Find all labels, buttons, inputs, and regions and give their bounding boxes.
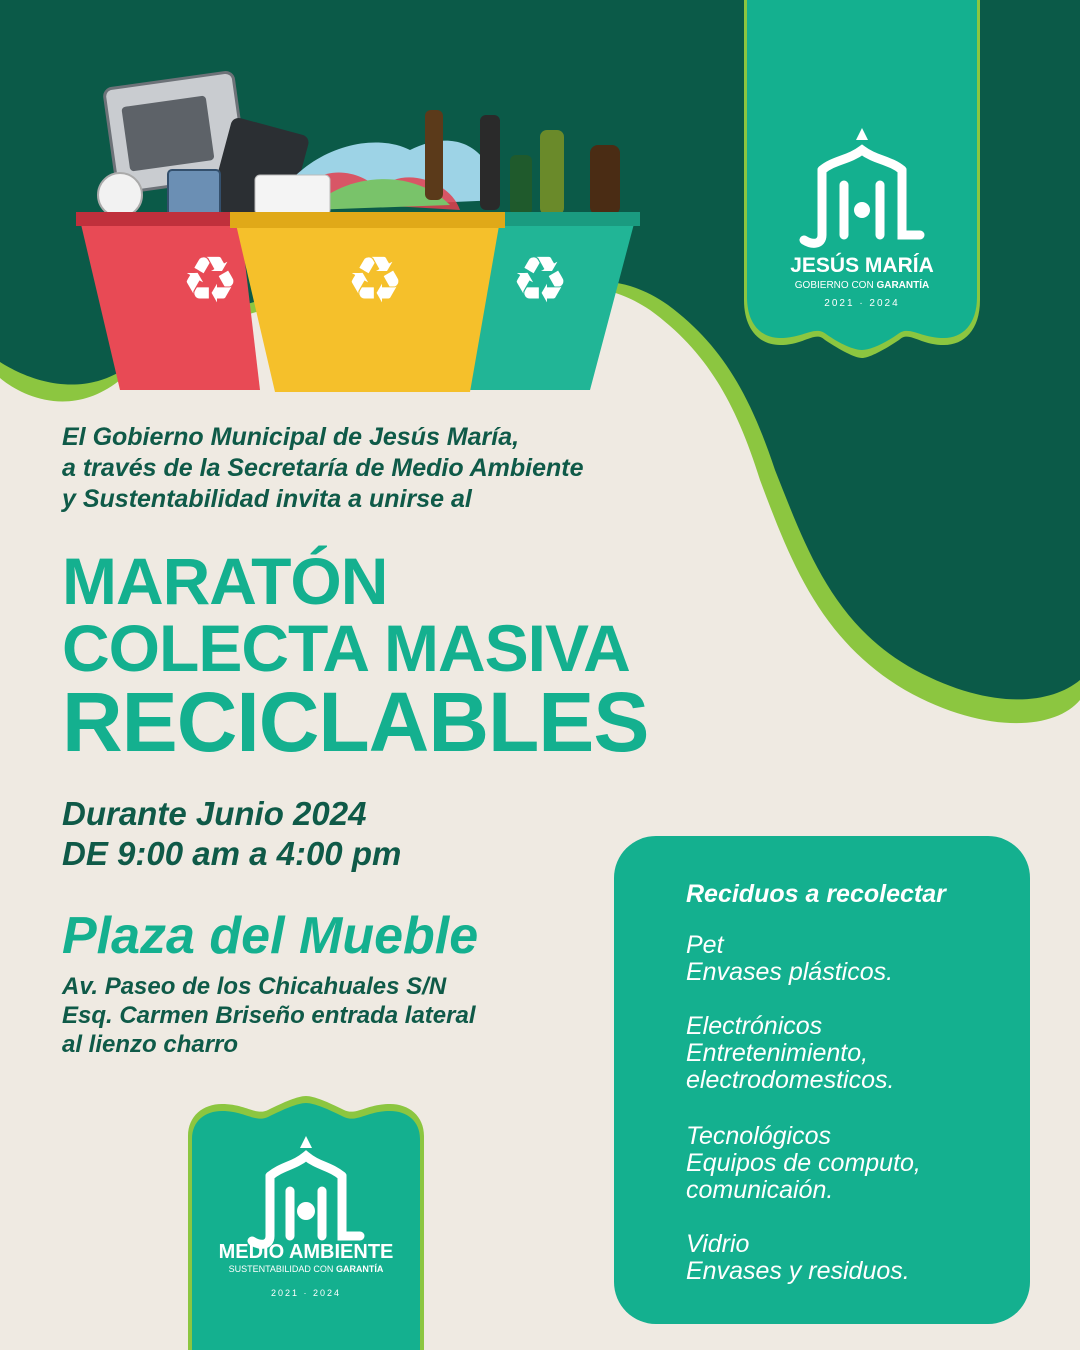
bottom-environment-badge [188, 1096, 424, 1350]
calculator-icon [168, 170, 220, 218]
top-government-badge [744, 0, 980, 360]
badge-name: JESÚS MARÍA [790, 254, 934, 277]
event-schedule [62, 794, 401, 874]
address-line: al lienzo charro [62, 1031, 239, 1058]
waste-types-panel [614, 836, 1030, 1324]
address-line: Av. Paseo de los Chicahuales S/N [62, 973, 447, 1000]
panel-title: Reciduos a recolectar [686, 880, 946, 908]
recycling-bins-illustration [70, 70, 650, 400]
recycle-icon: ♻ [511, 244, 569, 318]
light-bulb-icon [98, 173, 142, 217]
waste-group [686, 1013, 894, 1094]
waste-detail: comunicaión. [686, 1176, 834, 1204]
recycle-icon: ♻ [181, 244, 239, 318]
badge-years: 2021 · 2024 [824, 298, 900, 309]
recycle-icon: ♻ [346, 244, 404, 318]
waste-group [686, 932, 893, 986]
intro-line: a través de la Secretaría de Medio Ambiente [62, 454, 584, 482]
address-line: Esq. Carmen Briseño entrada lateral [62, 1002, 476, 1029]
intro-text [62, 422, 742, 515]
badge-name: MEDIO AMBIENTE [218, 1241, 394, 1263]
intro-line: El Gobierno Municipal de Jesús María, [62, 423, 520, 451]
title-line: RECICLABLES [62, 675, 649, 769]
waste-detail: electrodomesticos. [686, 1066, 895, 1094]
event-title [62, 544, 649, 769]
intro-line: y Sustentabilidad invita a unirse al [62, 485, 472, 513]
waste-group [686, 1231, 910, 1285]
event-period: Durante Junio 2024 [62, 795, 367, 832]
svg-text:GOBIERNO CON GARANTÍA: GOBIERNO CON GARANTÍA [794, 280, 930, 291]
waste-category: Pet [686, 931, 724, 959]
foam-tray [255, 175, 330, 215]
title-line: MARATÓN [62, 544, 388, 618]
location-address [62, 972, 475, 1059]
waste-group [686, 1123, 921, 1204]
waste-detail: Envases plásticos. [686, 958, 894, 986]
svg-text:SUSTENTABILIDAD CON GARANT: SUSTENTABILIDAD CON GARANTÍA [228, 1264, 384, 1274]
waste-category: Tecnológicos [686, 1122, 832, 1150]
waste-category: Electrónicos [686, 1012, 823, 1040]
badge-years: 2021 · 2024 [270, 1288, 342, 1298]
waste-detail: Entretenimiento, [686, 1039, 869, 1067]
waste-detail: Envases y residuos. [686, 1257, 910, 1285]
event-hours: DE 9:00 am a 4:00 pm [62, 835, 402, 872]
waste-detail: Equipos de computo, [686, 1149, 921, 1177]
waste-category: Vidrio [686, 1230, 750, 1258]
title-line: COLECTA MASIVA [62, 611, 630, 685]
location-name: Plaza del Mueble [62, 907, 479, 965]
